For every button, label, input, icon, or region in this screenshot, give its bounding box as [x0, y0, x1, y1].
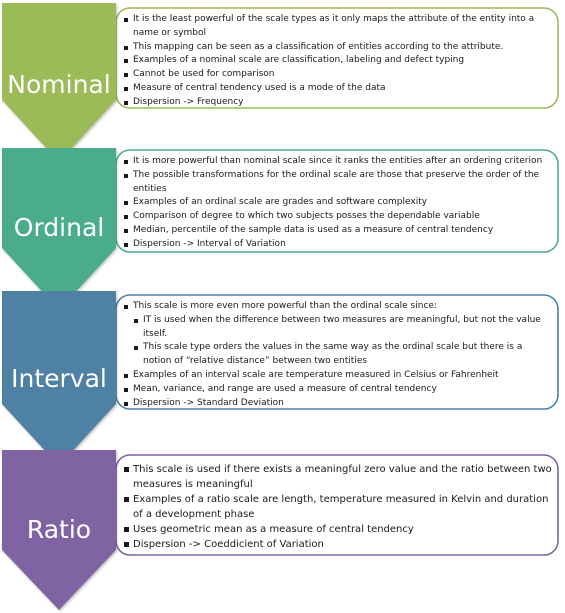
list-item: Cannot be used for comparison: [124, 68, 552, 82]
list-item: Examples of an ordinal scale are grades and software complexity: [124, 196, 552, 210]
sub-list-item: IT is used when the difference between two measures are meaningful, but not the value itself.: [134, 314, 552, 342]
interval-bullet-list: [124, 300, 552, 410]
list-item: This mapping can be seen as a classification of entities according to the attribute.: [124, 41, 552, 55]
list-item: This scale is more even more powerful than the ordinal scale since:: [124, 300, 552, 314]
list-item: Dispersion -> Frequency: [124, 96, 552, 110]
list-item: Dispersion -> Interval of Variation: [124, 238, 552, 252]
list-item: Dispersion -> Coeddicient of Variation: [124, 537, 552, 552]
list-item: Dispersion -> Standard Deviation: [124, 397, 552, 411]
list-item: The possible transformations for the ordinal scale are those that preserve the order of the entities: [124, 169, 552, 197]
list-item: It is the least powerful of the scale types as it only maps the attribute of the entity into a name or symbol: [124, 13, 552, 41]
nominal-box: [116, 9, 558, 107]
list-item: It is more powerful than nominal scale since it ranks the entities after an ordering criterion: [124, 155, 552, 169]
ratio-box: [116, 457, 558, 553]
nominal-label: Nominal: [7, 70, 111, 99]
ordinal-bullet-list: [124, 155, 552, 252]
interval-box: [116, 296, 558, 408]
nominal-bullet-list: [124, 13, 552, 110]
list-item: Mean, variance, and range are used a measure of central tendency: [124, 383, 552, 397]
interval-label: Interval: [11, 364, 107, 393]
list-item: Comparison of degree to which two subjects posses the dependable variable: [124, 210, 552, 224]
ordinal-label: Ordinal: [13, 213, 105, 242]
ratio-label: Ratio: [26, 515, 92, 544]
ratio-bullet-list: [124, 462, 552, 552]
list-item: Examples of an interval scale are temperature measured in Celsius or Fahrenheit: [124, 369, 552, 383]
list-item: Examples of a nominal scale are classification, labeling and defect typing: [124, 54, 552, 68]
list-item: Measure of central tendency used is a mode of the data: [124, 82, 552, 96]
sub-list-item: This scale type orders the values in the same way as the ordinal scale but there is a notion of “relative distance” between two entities: [134, 341, 552, 369]
ordinal-box: [116, 151, 558, 251]
list-item: Examples of a ratio scale are length, temperature measured in Kelvin and duration of a development phase: [124, 492, 552, 522]
list-item: Median, percentile of the sample data is used as a measure of central tendency: [124, 224, 552, 238]
list-item: Uses geometric mean as a measure of central tendency: [124, 522, 552, 537]
list-item: This scale is used if there exists a meaningful zero value and the ratio between two measures is meaningful: [124, 462, 552, 492]
